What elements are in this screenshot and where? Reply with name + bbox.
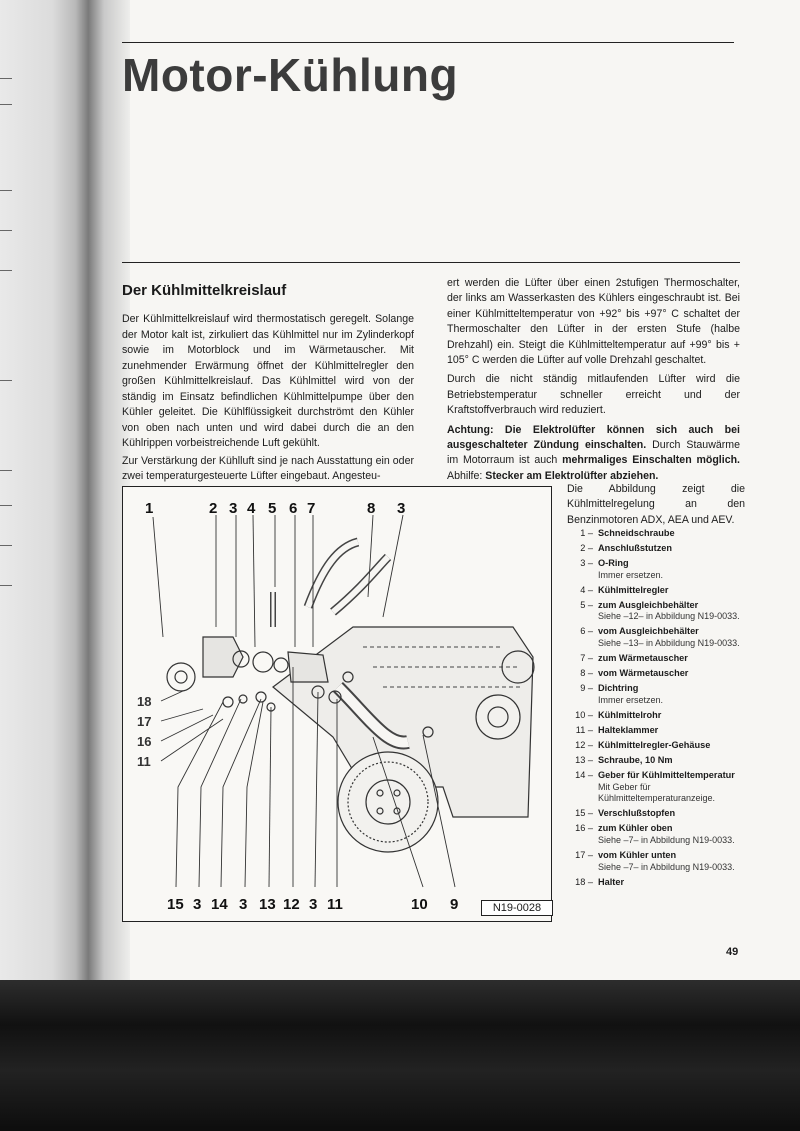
legend-text [598, 528, 675, 540]
legend-item [562, 543, 752, 555]
legend-text [598, 740, 710, 752]
legend-number: 11 – [575, 724, 593, 735]
legend-number: 14 – [575, 770, 593, 781]
legend-note: Siehe –7– in Abbildung N19-0033. [598, 834, 735, 845]
legend-item [562, 877, 752, 889]
legend-note: Immer ersetzen. [598, 569, 664, 580]
figure-callout: 12 [283, 896, 300, 913]
legend-intro: Die Abbildung zeigt die Kühlmittelregelung an den Benzinmotoren ADX, AEA und AEV. [567, 483, 745, 526]
legend-label: Schraube, 10 Nm [598, 755, 673, 766]
gutter-tick [0, 78, 12, 79]
legend-label: Anschlußstutzen [598, 543, 673, 554]
page-number: 49 [726, 946, 739, 958]
legend-text [598, 877, 624, 889]
paragraph: Zur Verstärkung der Kühlluft sind je nach Ausstattung ein oder zwei temperaturgesteuerte Lüfter eingebaut. Angesteu- [122, 454, 414, 482]
legend-number: 15 – [575, 808, 593, 819]
gutter-tick [0, 585, 12, 586]
gutter-tick [0, 380, 12, 381]
legend-text [598, 850, 735, 873]
figure-callout: 4 [247, 500, 256, 517]
left-column [122, 312, 414, 487]
legend-item [562, 725, 752, 737]
legend-item [562, 808, 752, 820]
figure-callout: 3 [397, 500, 406, 517]
figure-callout: 13 [259, 896, 276, 913]
figure-callout: 3 [193, 896, 202, 913]
legend-text [598, 600, 740, 623]
figure-callout: 7 [307, 500, 316, 517]
figure-callout: 17 [137, 714, 152, 729]
gutter-tick [0, 104, 12, 105]
legend-note: Siehe –12– in Abbildung N19-0033. [598, 611, 740, 622]
figure-code: N19-0028 [481, 900, 553, 916]
legend-item [562, 710, 752, 722]
figure-callout: 8 [367, 500, 376, 517]
gutter-tick [0, 470, 12, 471]
section-rule [122, 262, 740, 263]
legend-item [562, 755, 752, 767]
figure-callout: 18 [137, 694, 152, 709]
gutter-tick [0, 505, 12, 506]
scan-bottom-shadow [0, 980, 800, 1131]
warning-text: Durch Stauwärme im Motorraum ist auch [447, 439, 740, 467]
legend-number: 16 – [575, 823, 593, 834]
legend-number: 9 – [580, 683, 593, 694]
legend-item [562, 585, 752, 597]
gutter-tick [0, 545, 12, 546]
legend-label: Verschlußstopfen [598, 808, 676, 819]
legend-number: 1 – [580, 528, 593, 538]
legend-text [598, 710, 661, 722]
legend-text [598, 543, 672, 555]
legend-label: Schneidschraube [598, 528, 675, 538]
legend-label: Dichtring [598, 683, 639, 694]
legend-item [562, 668, 752, 680]
legend-text [598, 808, 675, 820]
legend-item [562, 528, 752, 540]
figure-callout: 10 [411, 896, 428, 913]
legend-number: 4 – [580, 584, 593, 595]
legend-number: 13 – [575, 755, 593, 766]
gutter-tick [0, 270, 12, 271]
legend-item [562, 850, 752, 873]
legend-item [562, 770, 752, 805]
paragraph: Der Kühlmittelkreislauf wird thermostatisch geregelt. Solange der Motor kalt ist, zirkuliert das Kühlmittel nur im Zylinderkopf sowie im Motorblock und im Wärmetauscher. Mit zunehmender Erwärmung öffnet der Kühlmittelregler den großen Kühlmittelkreislauf. Das Kühlmittel wird von der ständig im Einsatz befindlichen Kühlmittelpumpe über den Kühler geleitet. Die Kühlflüssigkeit durchströmt den Kühler von oben nach unten und wird dabei durch die an den Kühlrippen vorbeistreichende Luft gekühlt. [122, 313, 414, 449]
legend-note: Siehe –13– in Abbildung N19-0033. [598, 637, 740, 648]
legend-item [562, 683, 752, 706]
figure-callout: 2 [209, 500, 218, 517]
figure-callout: 5 [268, 500, 277, 517]
legend-label: vom Wärmetauscher [598, 668, 689, 679]
figure-callout: 3 [309, 896, 318, 913]
legend-text [598, 770, 752, 805]
legend-label: Kühlmittelregler [598, 584, 669, 595]
figure-callout: 1 [145, 500, 154, 517]
legend-label: vom Kühler unten [598, 850, 677, 860]
legend-label: Halter [598, 876, 625, 887]
paragraph: Durch die nicht ständig mitlaufenden Lüfter wird die Betriebstemperatur schneller erreicht und der Kraftstoffverbrauch wird reduziert. [447, 373, 740, 417]
figure-callout: 3 [239, 896, 248, 913]
legend-text [598, 823, 735, 846]
legend-text [598, 755, 673, 767]
title-rule [122, 42, 734, 43]
legend-text [598, 683, 663, 706]
legend-number: 3 – [580, 558, 593, 569]
legend-number: 7 – [580, 653, 593, 664]
legend-text [598, 725, 658, 737]
legend-number: 6 – [580, 626, 593, 637]
figure-callout: 15 [167, 896, 184, 913]
gutter-tick [0, 230, 12, 231]
legend-text [598, 585, 668, 597]
figure-callout: 3 [229, 500, 238, 517]
paragraph: ert werden die Lüfter über einen 2stufigen Thermoschalter, der links am Wasserkasten des Kühlers eingeschraubt ist. Bei einer Kühlmitteltemperatur von +92° bis +97° C schaltet der Thermoschalter den Lüfter in der ersten Stufe (halbe Drehzahl) ein. Steigt die Kühlmitteltemperatur auf +99° bis + 105° C werden die Lüfter auf volle Drehzahl geschaltet. [447, 277, 740, 367]
legend-number: 17 – [575, 850, 593, 860]
legend-text [598, 626, 740, 649]
warning-bold: Achtung: Die Elektrolüfter können sich auch bei ausgeschalteter Zündung einschalten. [447, 423, 740, 452]
warning-bold: Stecker am Elektrolüfter abziehen. [485, 469, 659, 482]
legend-item [562, 558, 752, 581]
legend-label: zum Wärmetauscher [598, 653, 688, 664]
legend-number: 2 – [580, 543, 593, 554]
legend-label: zum Kühler oben [598, 823, 673, 834]
legend-text [598, 558, 663, 581]
legend-text [598, 668, 688, 680]
warning-text: Abhilfe: [447, 469, 486, 482]
engine-drawing [123, 487, 551, 921]
legend-item [562, 823, 752, 846]
legend-item [562, 740, 752, 752]
legend-note: Immer ersetzen. [598, 694, 664, 705]
figure-callout: 9 [450, 896, 459, 913]
engine-cooling-figure [122, 486, 552, 922]
legend-number: 10 – [575, 709, 593, 720]
figure-callout: 16 [137, 734, 152, 749]
right-column [447, 276, 740, 488]
section-heading: Der Kühlmittelkreislauf [122, 282, 287, 299]
legend-number: 12 – [575, 740, 593, 751]
legend-number: 8 – [580, 668, 593, 679]
legend-note: Siehe –7– in Abbildung N19-0033. [598, 861, 735, 872]
legend-label: Kühlmittelregler-Gehäuse [598, 740, 711, 751]
legend-label: O-Ring [598, 558, 629, 569]
legend-label: Geber für Kühlmitteltemperatur [598, 770, 735, 781]
legend-note: Mit Geber für Kühlmitteltemperaturanzeige. [598, 781, 716, 804]
figure-callout: 6 [289, 500, 298, 517]
legend-text [598, 653, 688, 665]
page-title: Motor-Kühlung [122, 49, 459, 101]
figure-callout: 11 [137, 754, 151, 769]
legend-label: zum Ausgleichbehälter [598, 599, 699, 610]
page-gutter [0, 0, 130, 980]
warning-bold: mehrmaliges Einschalten möglich. [562, 454, 741, 467]
legend-label: Halteklammer [598, 724, 659, 735]
legend-label: vom Ausgleichbehälter [598, 626, 699, 637]
legend-label: Kühlmittelrohr [598, 709, 662, 720]
figure-callout: 14 [211, 896, 228, 913]
legend-number: 18 – [575, 876, 593, 887]
legend-number: 5 – [580, 599, 593, 610]
legend-item [562, 626, 752, 649]
legend-item [562, 600, 752, 623]
figure-callout: 11 [327, 896, 343, 913]
gutter-tick [0, 190, 12, 191]
warning-paragraph [447, 423, 740, 485]
parts-legend [562, 528, 752, 892]
legend-item [562, 653, 752, 665]
